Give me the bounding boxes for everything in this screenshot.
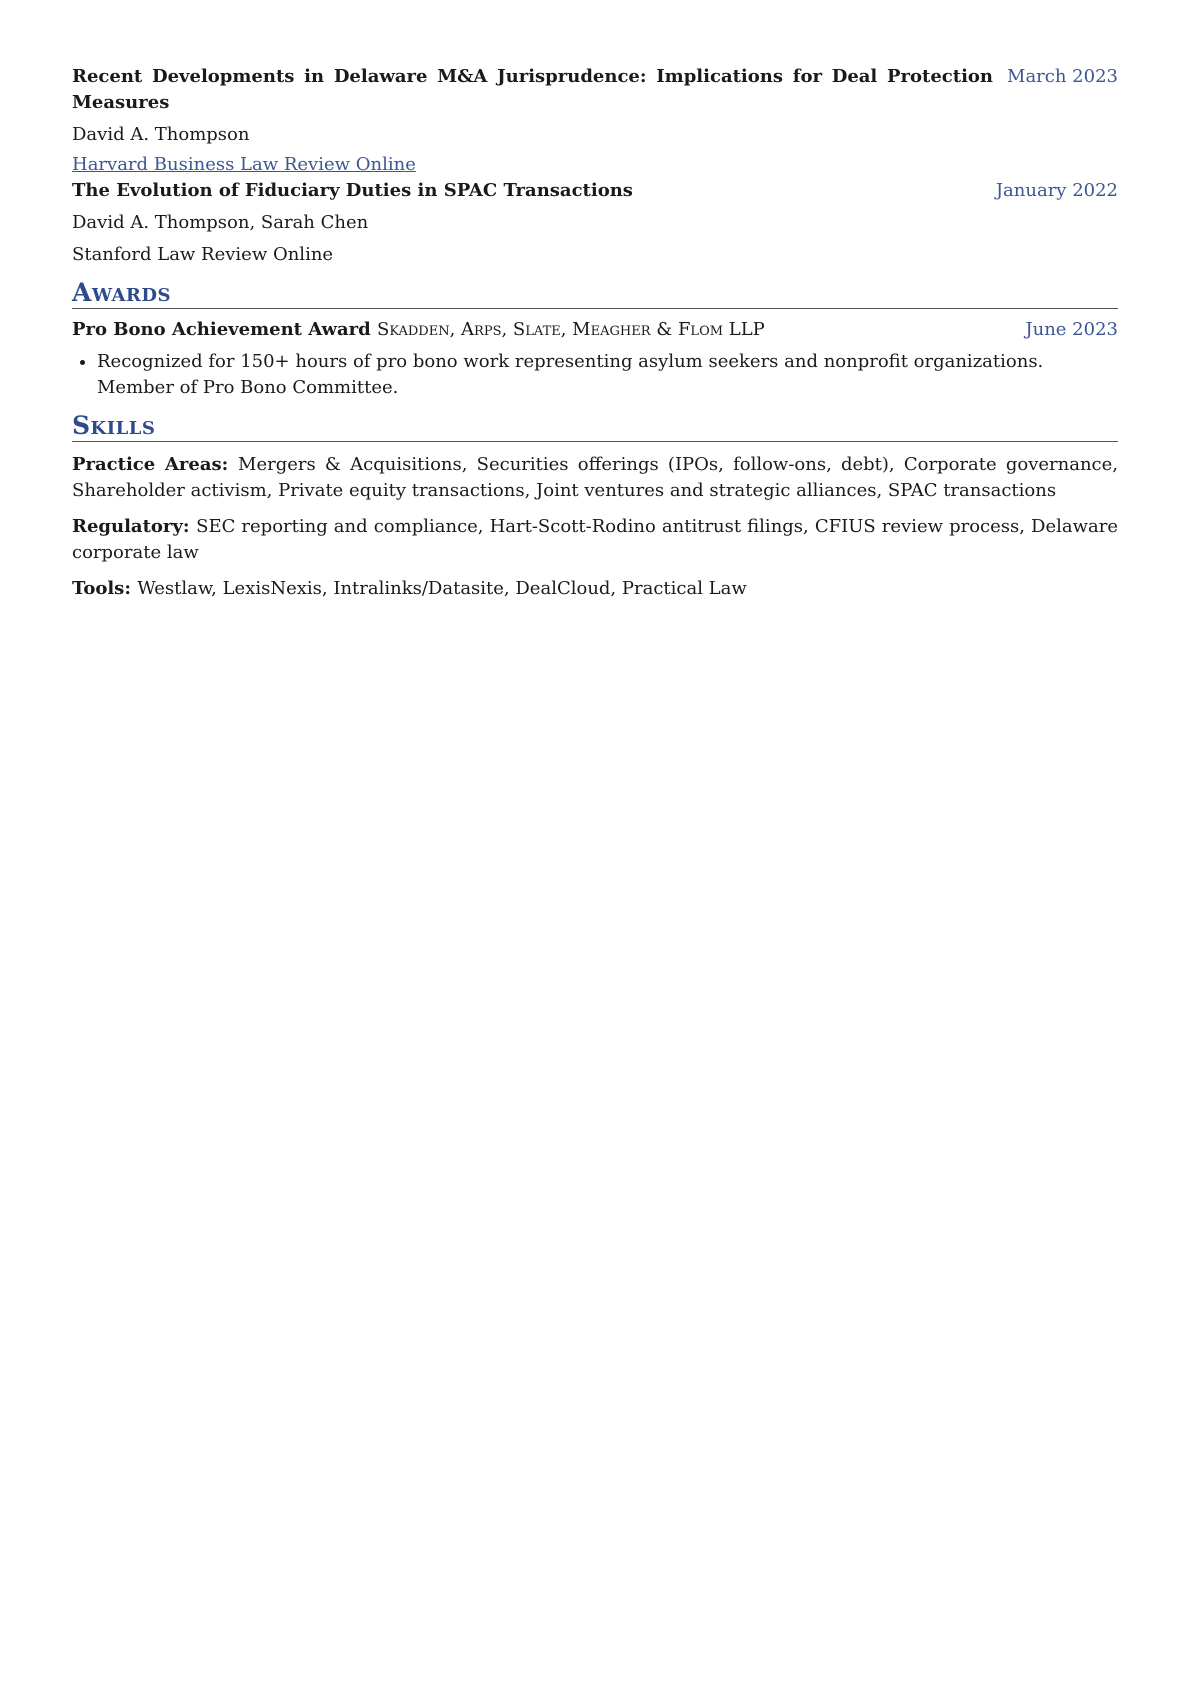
skills-section-heading xyxy=(72,411,1118,442)
award-bullet: • Recognized for 150+ hours of pro bono work representing asylum seekers and nonprofit organizations. Member of Pro Bono Committee. xyxy=(97,349,1118,401)
publication-venue: Stanford Law Review Online xyxy=(72,244,334,265)
publication-authors: David A. Thompson, Sarah Chen xyxy=(72,212,369,233)
publication-venue-link[interactable]: Harvard Business Law Review Online xyxy=(72,154,416,175)
section-title: Skills xyxy=(72,411,156,440)
skill-tools xyxy=(72,576,1118,602)
skill-label: Tools: xyxy=(72,578,138,599)
skill-text: Westlaw, LexisNexis, Intralinks/Datasite, DealCloud, Practical Law xyxy=(137,578,747,599)
publication-title: The Evolution of Fiduciary Duties in SPAC Transactions xyxy=(72,180,633,201)
publication-header xyxy=(72,178,1118,204)
resume-page xyxy=(72,64,1118,602)
award-date: June 2023 xyxy=(1025,319,1118,340)
publication-date: January 2022 xyxy=(995,180,1118,201)
publication-date: March 2023 xyxy=(1007,66,1118,87)
skill-label: Practice Areas: xyxy=(72,454,239,475)
award-entry xyxy=(72,317,1118,401)
skill-practice-areas xyxy=(72,452,1118,504)
skill-text: SEC reporting and compliance, Hart-Scott-Rodino antitrust filings, CFIUS review process, Delaware corporate law xyxy=(72,516,1118,563)
publication-entry xyxy=(72,178,1118,268)
award-header xyxy=(72,317,1118,343)
award-title: Pro Bono Achievement Award xyxy=(72,319,377,340)
skill-label: Regulatory: xyxy=(72,516,197,537)
skill-regulatory xyxy=(72,514,1118,566)
section-title: Awards xyxy=(72,278,171,307)
publication-entry xyxy=(72,64,1118,178)
publication-title: Recent Developments in Delaware M&A Jurisprudence: Implications for Deal Protection Measures xyxy=(72,66,994,113)
award-bullet-list xyxy=(72,349,1118,401)
award-organization: Skadden, Arps, Slate, Meagher & Flom LLP xyxy=(376,319,765,340)
publication-header xyxy=(72,64,1118,116)
skill-text: Mergers & Acquisitions, Securities offerings (IPOs, follow-ons, debt), Corporate governance, Shareholder activism, Private equity transactions, Joint ventures and strategic alliances, SPAC transactions xyxy=(72,454,1118,501)
publication-authors: David A. Thompson xyxy=(72,124,250,145)
awards-section-heading xyxy=(72,278,1118,309)
